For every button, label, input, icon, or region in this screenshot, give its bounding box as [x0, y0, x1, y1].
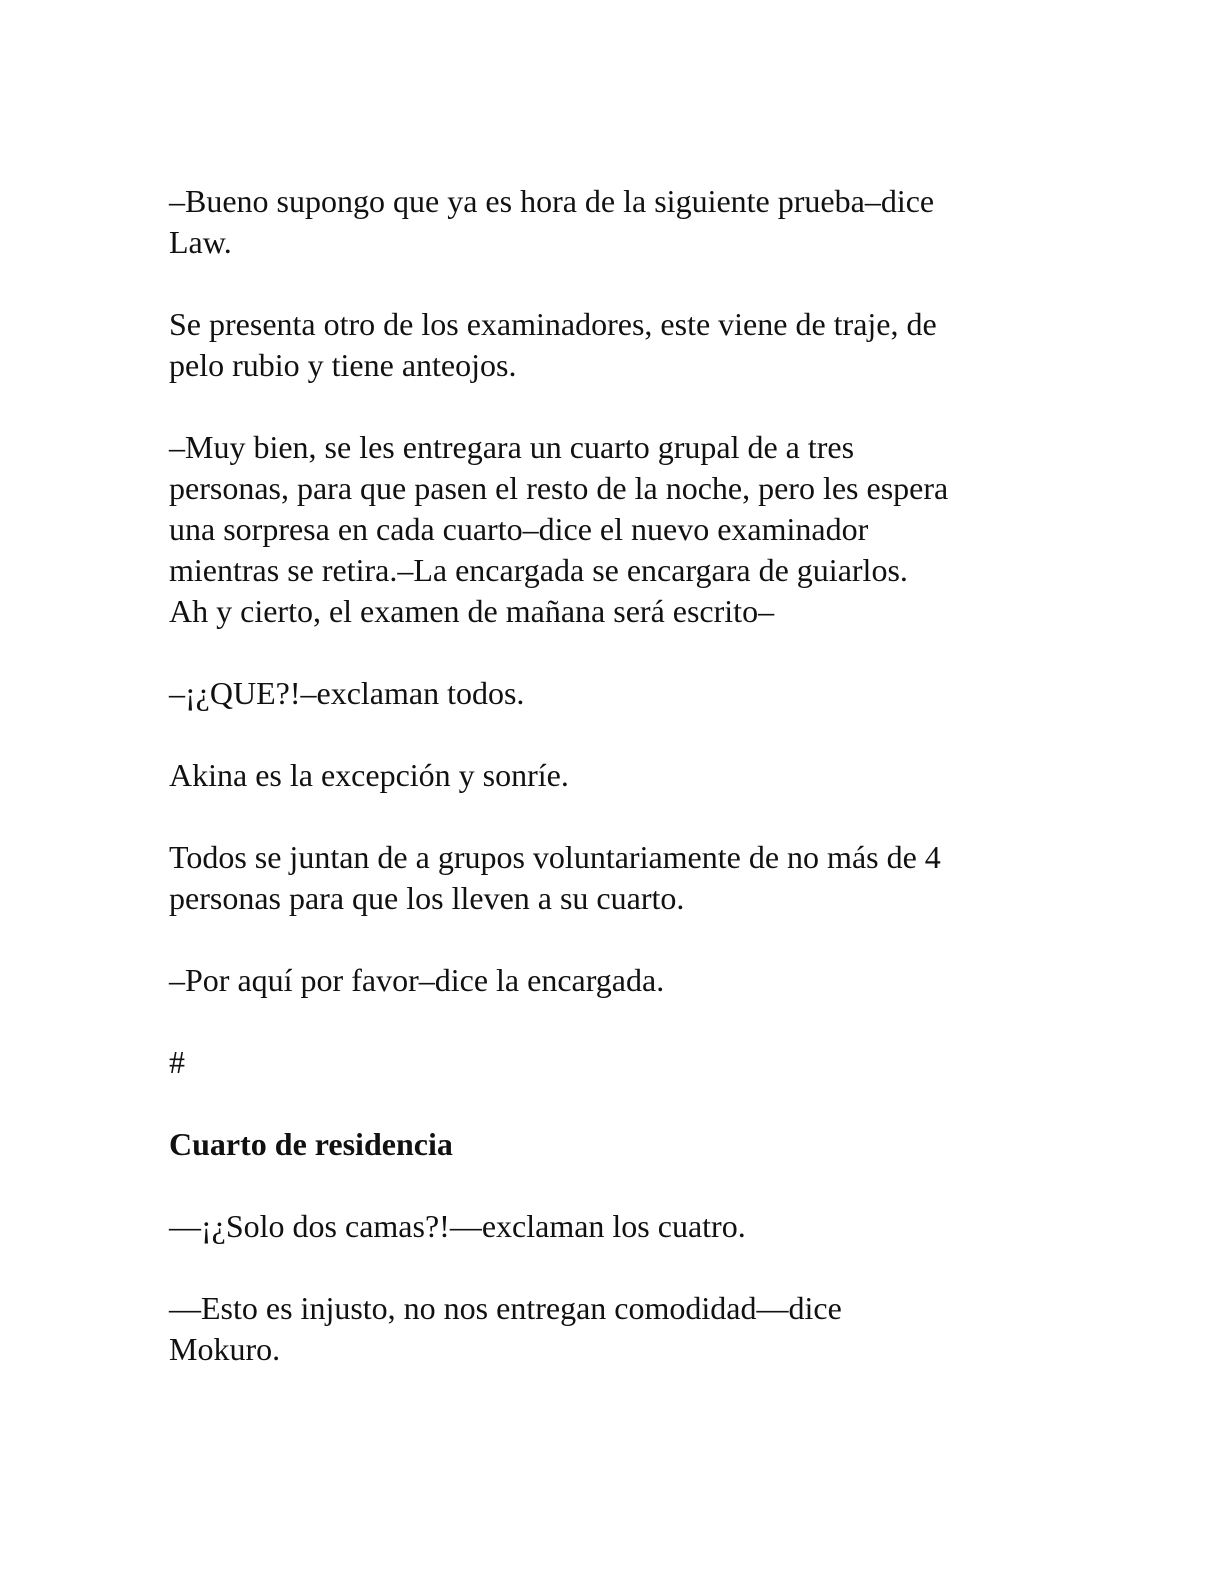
paragraph: Todos se juntan de a grupos voluntariamente de no más de 4 personas para que los lleven a su cuarto.	[169, 839, 941, 916]
scene-break: #	[169, 1044, 185, 1080]
paragraph: –Muy bien, se les entregara un cuarto grupal de a tres personas, para que pasen el resto de la noche, pero les espera una sorpresa en cada cuarto–dice el nuevo examinador mientras se retira.–La encargada se encargara de guiarlos. Ah y cierto, el examen de mañana será escrito–	[169, 429, 949, 629]
paragraph: —Esto es injusto, no nos entregan comodidad—dice Mokuro.	[169, 1290, 842, 1367]
document-body	[169, 181, 1049, 1411]
paragraph: Akina es la excepción y sonríe.	[169, 757, 569, 793]
paragraph: Se presenta otro de los examinadores, este viene de traje, de pelo rubio y tiene anteojos.	[169, 306, 937, 383]
paragraph: –Bueno supongo que ya es hora de la siguiente prueba–dice Law.	[169, 183, 935, 260]
section-heading: Cuarto de residencia	[169, 1126, 453, 1162]
paragraph: –¡¿QUE?!–exclaman todos.	[169, 675, 525, 711]
paragraph: —¡¿Solo dos camas?!—exclaman los cuatro.	[169, 1208, 746, 1244]
paragraph: –Por aquí por favor–dice la encargada.	[169, 962, 665, 998]
